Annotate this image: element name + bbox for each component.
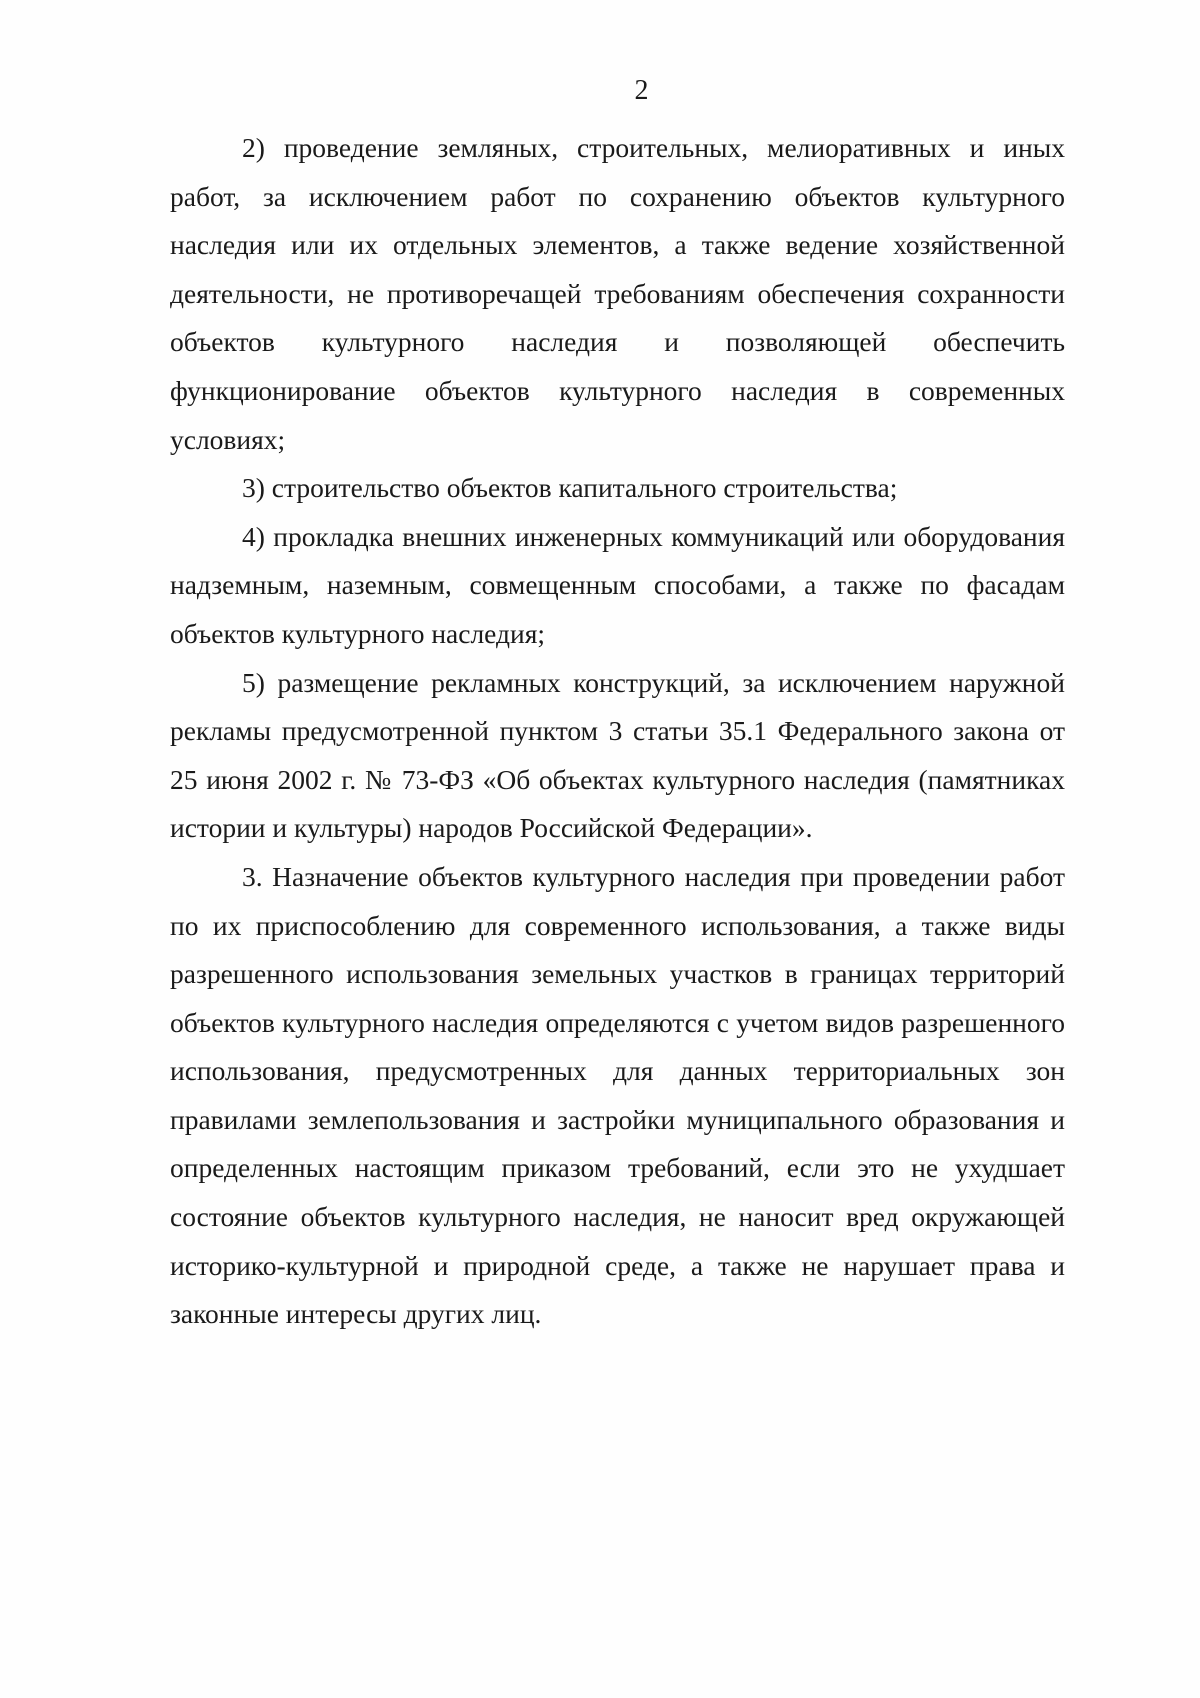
paragraph-item-2: 2) проведение земляных, строительных, мелиоративных и иных работ, за исключением работ по сохранению объектов культурного наследия или их отдельных элементов, а также ведение хозяйственной деятельности, не противоречащей требованиям обеспечения сохранности объектов культурного наследия и позволяющей обеспечить функционирование объектов культурного наследия в современных условиях; [170,132,1065,455]
paragraph-item-4: 4) прокладка внешних инженерных коммуникаций или оборудования надземным, наземным, совмещенным способами, а также по фасадам объектов культурного наследия; [170,520,1065,649]
document-body [170,124,1065,1339]
paragraph-item-5: 5) размещение рекламных конструкций, за исключением наружной рекламы предусмотренной пунктом 3 статьи 35.1 Федерального закона от 25 июня 2002 г. № 73-ФЗ «Об объектах культурного наследия (памятниках истории и культуры) народов Российской Федерации». [170,666,1065,844]
paragraph-item-3: 3) строительство объектов капитального строительства; [242,472,898,504]
paragraph-section-3: 3. Назначение объектов культурного наследия при проведении работ по их приспособлению для современного использования, а также виды разрешенного использования земельных участков в границах территорий объектов культурного наследия определяются с учетом видов разрешенного использования, предусмотренных для данных территориальных зон правилами землепользования и застройки муниципального образования и определенных настоящим приказом требований, если это не ухудшает состояние объектов культурного наследия, не наносит вред окружающей историко-культурной и природной среде, а также не нарушает права и законные интересы других лиц. [170,860,1065,1330]
page-number: 2 [634,75,649,106]
